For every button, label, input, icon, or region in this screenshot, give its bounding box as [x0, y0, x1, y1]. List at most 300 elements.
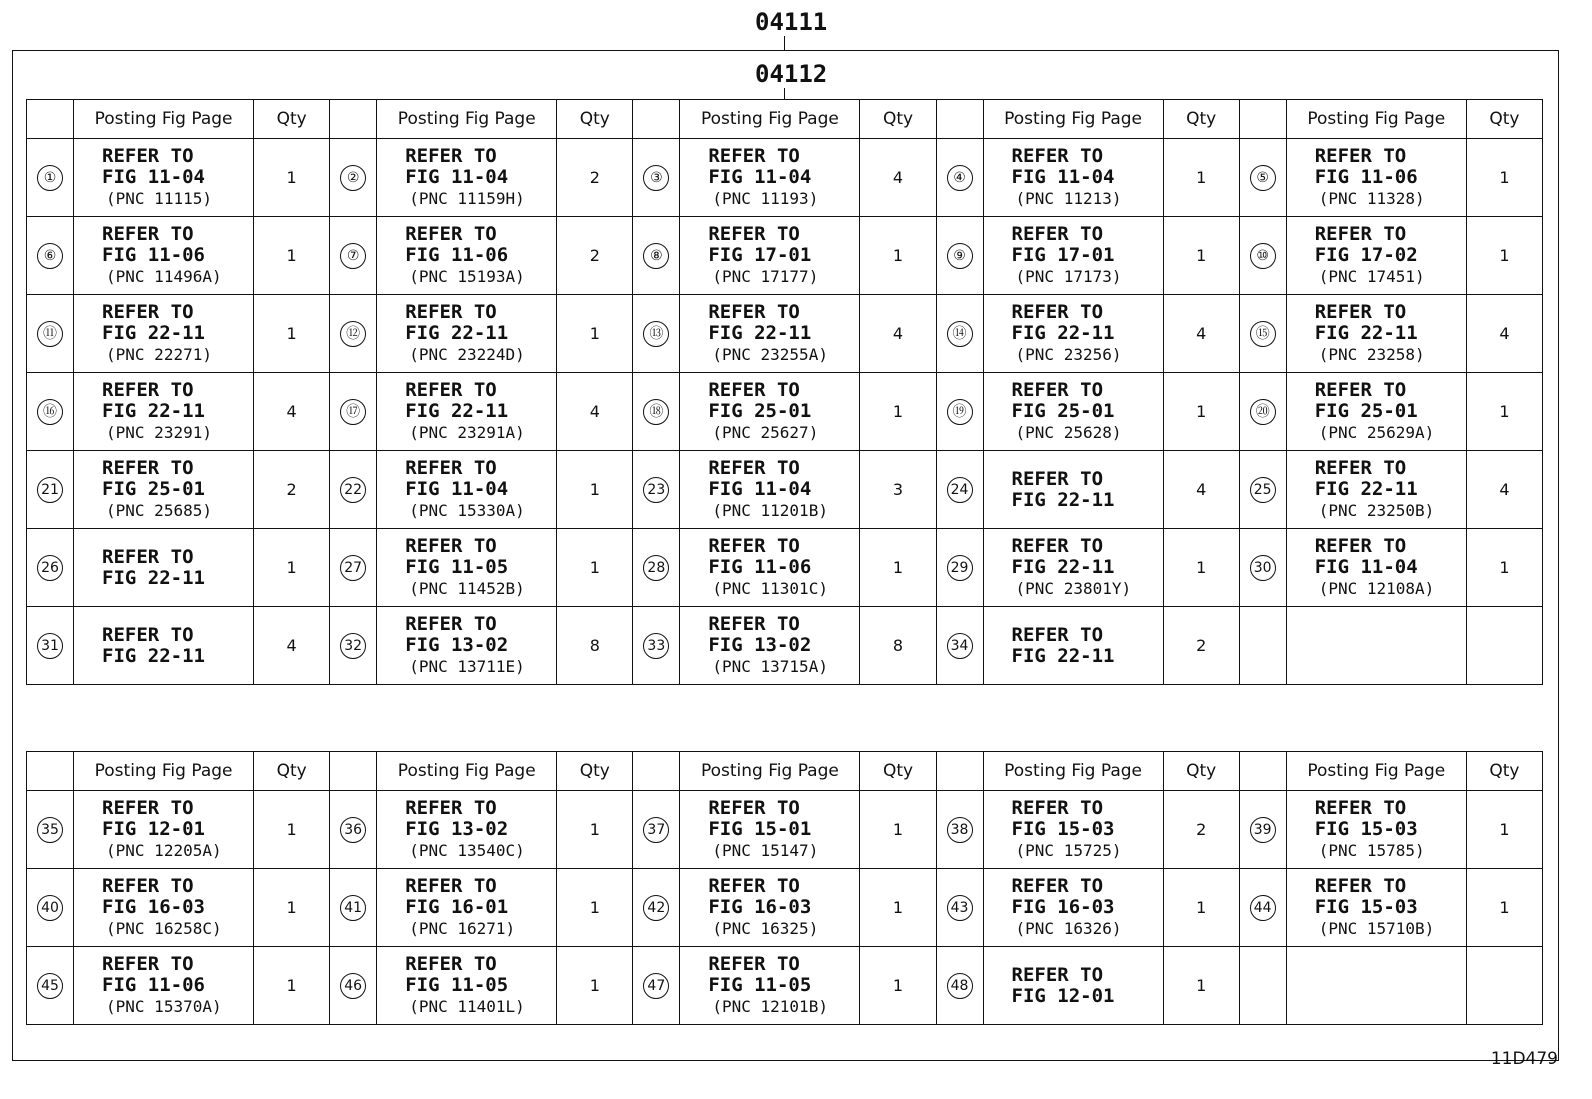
refer-to-text: REFER TO: [102, 379, 194, 401]
item-number-circle: ⑧: [643, 243, 669, 269]
reference-cell: [74, 607, 254, 685]
qty-cell: 1: [1466, 791, 1542, 869]
item-number-cell: [330, 139, 377, 217]
header-posting-fig-page: Posting Fig Page: [377, 752, 557, 791]
qty-cell: 4: [254, 373, 330, 451]
qty-cell: 1: [860, 869, 936, 947]
qty-cell: 4: [1163, 295, 1239, 373]
item-number-cell: [633, 607, 680, 685]
item-number-cell: [633, 869, 680, 947]
fig-page-text: FIG 22-11: [102, 322, 205, 344]
refer-to-text: REFER TO: [405, 797, 497, 819]
fig-page-text: FIG 11-04: [405, 166, 509, 188]
pnc-text: (PNC 23256): [1015, 345, 1122, 364]
reference-cell: [377, 869, 557, 947]
reference-cell: [1286, 869, 1466, 947]
qty-cell: 1: [1466, 373, 1542, 451]
reference-cell: [680, 217, 860, 295]
reference-cell: [1286, 529, 1466, 607]
reference-cell: [680, 139, 860, 217]
illustration-code: 11D479: [1490, 1049, 1558, 1069]
refer-to-text: REFER TO: [708, 535, 800, 557]
pnc-text: (PNC 11201B): [712, 501, 828, 520]
fig-page-text: FIG 16-03: [102, 896, 205, 918]
item-number-circle: 33: [643, 633, 669, 659]
reference-cell: [680, 947, 860, 1025]
refer-to-text: REFER TO: [405, 301, 497, 323]
fig-page-text: FIG 16-01: [405, 896, 509, 918]
header-blank: [330, 752, 377, 791]
qty-cell: 1: [557, 295, 633, 373]
item-number-cell: [633, 947, 680, 1025]
header-blank: [330, 100, 377, 139]
header-qty: Qty: [860, 100, 936, 139]
reference-cell: [680, 295, 860, 373]
item-number-circle: 48: [947, 973, 973, 999]
fig-page-text: FIG 22-11: [708, 322, 812, 344]
reference-table-1: [26, 99, 1543, 685]
item-number-cell: [936, 607, 983, 685]
assembly-number-04111: 04111: [755, 8, 828, 36]
fig-page-text: FIG 11-05: [405, 974, 509, 996]
reference-cell: [680, 607, 860, 685]
qty-cell: 1: [860, 791, 936, 869]
pnc-text: (PNC 15785): [1318, 841, 1425, 860]
qty-cell: 1: [254, 529, 330, 607]
header-posting-fig-page: Posting Fig Page: [680, 752, 860, 791]
item-number-cell: [27, 373, 74, 451]
header-qty: Qty: [254, 752, 330, 791]
pnc-text: (PNC 11159H): [409, 189, 525, 208]
item-number-circle: ⑭: [947, 321, 973, 347]
pnc-text: (PNC 16325): [712, 919, 819, 938]
reference-cell: [1286, 139, 1466, 217]
table-row: [27, 451, 1543, 529]
pnc-text: (PNC 11401L): [409, 997, 525, 1016]
refer-to-text: REFER TO: [405, 613, 497, 635]
item-number-cell: [27, 947, 74, 1025]
fig-page-text: FIG 22-11: [102, 644, 205, 667]
reference-cell: [680, 791, 860, 869]
refer-to-text: REFER TO: [1314, 379, 1407, 401]
fig-page-text: FIG 17-01: [1011, 244, 1115, 266]
item-number-cell: [633, 217, 680, 295]
reference-cell: [377, 607, 557, 685]
item-number-circle: ⑰: [340, 399, 366, 425]
qty-cell: 3: [860, 451, 936, 529]
item-number-circle: 37: [643, 817, 669, 843]
fig-page-text: FIG 22-11: [102, 566, 205, 589]
item-number-cell: [330, 217, 377, 295]
item-number-cell: [633, 373, 680, 451]
fig-page-text: FIG 15-03: [1011, 818, 1115, 840]
qty-cell: 1: [1163, 373, 1239, 451]
pnc-text: (PNC 23291A): [409, 423, 525, 442]
refer-to-text: REFER TO: [1314, 875, 1407, 897]
refer-to-text: REFER TO: [1011, 623, 1104, 646]
refer-to-text: REFER TO: [708, 301, 800, 323]
qty-cell: [1466, 947, 1542, 1025]
refer-to-text: REFER TO: [1314, 535, 1407, 557]
item-number-cell: [936, 139, 983, 217]
refer-to-text: REFER TO: [1314, 223, 1407, 245]
refer-to-text: REFER TO: [1011, 963, 1104, 986]
pnc-text: (PNC 23258): [1318, 345, 1425, 364]
reference-cell: [680, 869, 860, 947]
item-number-circle: ⑮: [1250, 321, 1276, 347]
header-posting-fig-page: Posting Fig Page: [74, 100, 254, 139]
header-blank: [936, 100, 983, 139]
item-number-circle: 21: [37, 477, 63, 503]
reference-cell: [983, 295, 1163, 373]
item-number-circle: 32: [340, 633, 366, 659]
refer-to-text: REFER TO: [1314, 301, 1407, 323]
item-number-cell: [633, 529, 680, 607]
refer-to-text: REFER TO: [1314, 797, 1407, 819]
pnc-text: (PNC 11115): [106, 189, 212, 208]
pnc-text: (PNC 15193A): [409, 267, 525, 286]
reference-table-2: [26, 751, 1543, 1025]
fig-page-text: FIG 17-01: [708, 244, 812, 266]
item-number-circle: 46: [340, 973, 366, 999]
item-number-cell: [1239, 295, 1286, 373]
pnc-text: (PNC 23801Y): [1015, 579, 1132, 598]
fig-page-text: FIG 16-03: [708, 896, 812, 918]
header-qty: Qty: [1163, 100, 1239, 139]
reference-cell: [377, 791, 557, 869]
pnc-text: (PNC 22271): [106, 345, 212, 364]
pnc-text: (PNC 13540C): [409, 841, 525, 860]
fig-page-text: FIG 22-11: [1011, 322, 1115, 344]
pnc-text: (PNC 11496A): [106, 267, 222, 286]
item-number-circle: 38: [947, 817, 973, 843]
fig-page-text: FIG 11-06: [405, 244, 509, 266]
fig-page-text: FIG 15-03: [1314, 896, 1418, 918]
qty-cell: 1: [1163, 217, 1239, 295]
item-number-cell: [1239, 607, 1286, 685]
fig-page-text: FIG 25-01: [708, 400, 812, 422]
pnc-text: (PNC 11452B): [409, 579, 525, 598]
qty-cell: 1: [1466, 869, 1542, 947]
reference-cell: [74, 869, 254, 947]
refer-to-text: REFER TO: [405, 379, 497, 401]
header-blank: [27, 752, 74, 791]
item-number-cell: [936, 529, 983, 607]
pnc-text: (PNC 12205A): [106, 841, 222, 860]
item-number-circle: ⑪: [37, 321, 63, 347]
item-number-circle: 25: [1250, 477, 1276, 503]
pnc-text: (PNC 12108A): [1318, 579, 1435, 598]
reference-cell: [983, 791, 1163, 869]
fig-page-text: FIG 11-04: [1314, 556, 1418, 578]
fig-page-text: FIG 13-02: [708, 634, 812, 656]
header-qty: Qty: [557, 752, 633, 791]
item-number-circle: ⑱: [643, 399, 669, 425]
fig-page-text: FIG 16-03: [1011, 896, 1115, 918]
header-qty: Qty: [860, 752, 936, 791]
qty-cell: 1: [860, 529, 936, 607]
fig-page-text: FIG 13-02: [405, 634, 509, 656]
refer-to-text: REFER TO: [102, 457, 194, 479]
qty-cell: [1466, 607, 1542, 685]
qty-cell: 1: [1163, 869, 1239, 947]
item-number-cell: [936, 373, 983, 451]
refer-to-text: REFER TO: [102, 953, 194, 975]
fig-page-text: FIG 22-11: [1314, 322, 1418, 344]
pnc-text: (PNC 15710B): [1318, 919, 1435, 938]
table-row: [27, 295, 1543, 373]
table-row: [27, 217, 1543, 295]
refer-to-text: REFER TO: [102, 145, 194, 167]
qty-cell: 1: [1163, 947, 1239, 1025]
item-number-circle: 24: [947, 477, 973, 503]
fig-page-text: FIG 13-02: [405, 818, 509, 840]
header-blank: [936, 752, 983, 791]
item-number-cell: [633, 295, 680, 373]
qty-cell: 2: [557, 217, 633, 295]
item-number-cell: [1239, 869, 1286, 947]
qty-cell: 2: [254, 451, 330, 529]
pnc-text: (PNC 25629A): [1318, 423, 1435, 442]
pnc-text: (PNC 12101B): [712, 997, 828, 1016]
fig-page-text: FIG 11-04: [708, 478, 812, 500]
qty-cell: 4: [557, 373, 633, 451]
qty-cell: 1: [557, 869, 633, 947]
fig-page-text: FIG 11-04: [405, 478, 509, 500]
qty-cell: 1: [1163, 139, 1239, 217]
qty-cell: 1: [254, 947, 330, 1025]
qty-cell: 4: [1466, 451, 1542, 529]
reference-cell: [983, 373, 1163, 451]
refer-to-text: REFER TO: [708, 379, 800, 401]
fig-page-text: FIG 11-04: [1011, 166, 1115, 188]
qty-cell: 4: [860, 139, 936, 217]
reference-cell: [680, 451, 860, 529]
item-number-cell: [1239, 217, 1286, 295]
item-number-circle: ⑲: [947, 399, 973, 425]
reference-cell: [74, 451, 254, 529]
refer-to-text: REFER TO: [102, 623, 194, 646]
item-number-cell: [936, 295, 983, 373]
header-blank: [1239, 752, 1286, 791]
item-number-circle: 42: [643, 895, 669, 921]
fig-page-text: FIG 25-01: [102, 478, 205, 500]
fig-page-text: FIG 11-06: [102, 244, 205, 266]
qty-cell: 8: [860, 607, 936, 685]
reference-cell: [680, 529, 860, 607]
item-number-cell: [936, 217, 983, 295]
reference-cell: [377, 217, 557, 295]
pnc-text: (PNC 23255A): [712, 345, 828, 364]
fig-page-text: FIG 12-01: [102, 818, 205, 840]
reference-cell: [983, 529, 1163, 607]
qty-cell: 4: [254, 607, 330, 685]
item-number-cell: [1239, 451, 1286, 529]
item-number-circle: 22: [340, 477, 366, 503]
header-posting-fig-page: Posting Fig Page: [983, 100, 1163, 139]
qty-cell: 1: [1163, 529, 1239, 607]
refer-to-text: REFER TO: [708, 953, 800, 975]
refer-to-text: REFER TO: [708, 145, 800, 167]
item-number-circle: ⑥: [37, 243, 63, 269]
refer-to-text: REFER TO: [708, 613, 800, 635]
item-number-circle: 35: [37, 817, 63, 843]
pnc-text: (PNC 13715A): [712, 657, 828, 676]
refer-to-text: REFER TO: [708, 875, 800, 897]
refer-to-text: REFER TO: [102, 223, 194, 245]
reference-cell: [74, 139, 254, 217]
pnc-text: (PNC 23291): [106, 423, 212, 442]
refer-to-text: REFER TO: [405, 457, 497, 479]
reference-cell: [377, 529, 557, 607]
header-posting-fig-page: Posting Fig Page: [377, 100, 557, 139]
item-number-cell: [330, 451, 377, 529]
reference-cell: [74, 791, 254, 869]
fig-page-text: FIG 22-11: [405, 322, 509, 344]
pnc-text: (PNC 15147): [712, 841, 819, 860]
qty-cell: 1: [1466, 217, 1542, 295]
header-posting-fig-page: Posting Fig Page: [1286, 100, 1466, 139]
qty-cell: 4: [860, 295, 936, 373]
qty-cell: 4: [1466, 295, 1542, 373]
qty-cell: 1: [860, 217, 936, 295]
reference-cell: [1286, 947, 1466, 1025]
item-number-circle: ③: [643, 165, 669, 191]
item-number-circle: ⑯: [37, 399, 63, 425]
pnc-text: (PNC 11193): [712, 189, 819, 208]
item-number-circle: 44: [1250, 895, 1276, 921]
reference-cell: [1286, 451, 1466, 529]
item-number-circle: ⑩: [1250, 243, 1276, 269]
header-posting-fig-page: Posting Fig Page: [74, 752, 254, 791]
fig-page-text: FIG 11-04: [102, 166, 205, 188]
pnc-text: (PNC 15370A): [106, 997, 222, 1016]
refer-to-text: REFER TO: [1011, 875, 1104, 897]
table-row: [27, 373, 1543, 451]
refer-to-text: REFER TO: [1011, 379, 1104, 401]
qty-cell: 1: [254, 295, 330, 373]
fig-page-text: FIG 25-01: [1011, 400, 1115, 422]
item-number-cell: [27, 451, 74, 529]
pnc-text: (PNC 13711E): [409, 657, 525, 676]
pnc-text: (PNC 23224D): [409, 345, 525, 364]
refer-to-text: REFER TO: [1011, 145, 1104, 167]
header-blank: [633, 100, 680, 139]
pnc-text: (PNC 16258C): [106, 919, 222, 938]
item-number-cell: [936, 791, 983, 869]
reference-cell: [983, 139, 1163, 217]
reference-cell: [377, 373, 557, 451]
header-posting-fig-page: Posting Fig Page: [1286, 752, 1466, 791]
reference-cell: [680, 373, 860, 451]
refer-to-text: REFER TO: [102, 545, 194, 568]
item-number-circle: 41: [340, 895, 366, 921]
reference-cell: [74, 217, 254, 295]
item-number-cell: [633, 139, 680, 217]
refer-to-text: REFER TO: [102, 301, 194, 323]
refer-to-text: REFER TO: [102, 797, 194, 819]
refer-to-text: REFER TO: [405, 535, 497, 557]
item-number-cell: [330, 869, 377, 947]
item-number-cell: [633, 451, 680, 529]
item-number-circle: 40: [37, 895, 63, 921]
pnc-text: (PNC 25685): [106, 501, 212, 520]
qty-cell: 2: [1163, 791, 1239, 869]
refer-to-text: REFER TO: [102, 875, 194, 897]
header-row: [27, 100, 1543, 139]
fig-page-text: FIG 22-11: [1011, 644, 1115, 667]
table-row: [27, 791, 1543, 869]
pnc-text: (PNC 11328): [1318, 189, 1425, 208]
item-number-cell: [330, 529, 377, 607]
item-number-circle: ②: [340, 165, 366, 191]
assembly-number-04112: 04112: [755, 60, 828, 88]
qty-cell: 2: [557, 139, 633, 217]
fig-page-text: FIG 11-04: [708, 166, 812, 188]
qty-cell: 1: [557, 791, 633, 869]
item-number-circle: 36: [340, 817, 366, 843]
item-number-cell: [936, 451, 983, 529]
qty-cell: 1: [254, 217, 330, 295]
reference-cell: [377, 947, 557, 1025]
item-number-circle: 31: [37, 633, 63, 659]
pnc-text: (PNC 17173): [1015, 267, 1122, 286]
item-number-circle: 27: [340, 555, 366, 581]
item-number-circle: ④: [947, 165, 973, 191]
item-number-cell: [1239, 791, 1286, 869]
header-qty: Qty: [557, 100, 633, 139]
item-number-cell: [936, 947, 983, 1025]
reference-cell: [74, 947, 254, 1025]
reference-cell: [1286, 295, 1466, 373]
reference-cell: [1286, 217, 1466, 295]
reference-cell: [1286, 373, 1466, 451]
item-number-cell: [330, 373, 377, 451]
item-number-circle: 23: [643, 477, 669, 503]
leader-line: [784, 36, 785, 50]
reference-cell: [1286, 791, 1466, 869]
item-number-cell: [330, 791, 377, 869]
reference-cell: [377, 139, 557, 217]
item-number-cell: [1239, 373, 1286, 451]
reference-cell: [74, 529, 254, 607]
qty-cell: 8: [557, 607, 633, 685]
item-number-circle: ⑳: [1250, 399, 1276, 425]
item-number-cell: [936, 869, 983, 947]
qty-cell: 1: [1466, 139, 1542, 217]
fig-page-text: FIG 15-01: [708, 818, 812, 840]
refer-to-text: REFER TO: [1011, 797, 1104, 819]
refer-to-text: REFER TO: [1314, 457, 1407, 479]
pnc-text: (PNC 16326): [1015, 919, 1122, 938]
refer-to-text: REFER TO: [405, 145, 497, 167]
fig-page-text: FIG 11-06: [708, 556, 812, 578]
item-number-cell: [1239, 139, 1286, 217]
reference-cell: [983, 217, 1163, 295]
refer-to-text: REFER TO: [708, 457, 800, 479]
fig-page-text: FIG 22-11: [405, 400, 509, 422]
item-number-cell: [27, 869, 74, 947]
item-number-cell: [1239, 529, 1286, 607]
item-number-circle: 39: [1250, 817, 1276, 843]
pnc-text: (PNC 16271): [409, 919, 516, 938]
table-row: [27, 139, 1543, 217]
fig-page-text: FIG 22-11: [1011, 488, 1115, 511]
item-number-circle: 45: [37, 973, 63, 999]
qty-cell: 1: [254, 791, 330, 869]
fig-page-text: FIG 11-06: [102, 974, 205, 996]
item-number-cell: [633, 791, 680, 869]
